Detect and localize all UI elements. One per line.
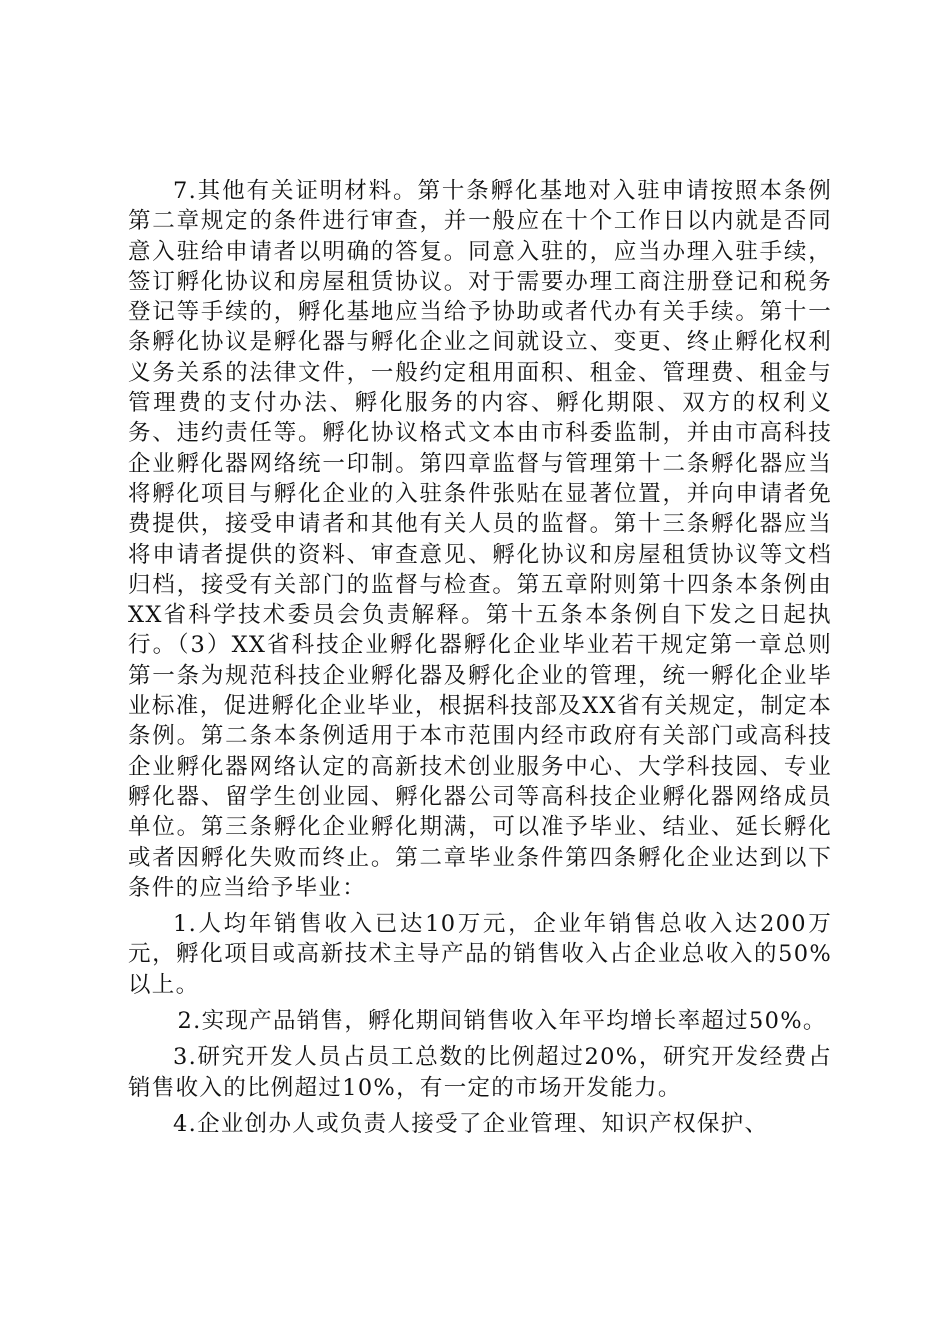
list-item-graduation-condition-1: 1.人均年销售收入已达10万元，企业年销售总收入达200万元，孵化项目或高新技术主导产品的销售收入占企业总收入的50%以上。 [128, 911, 832, 998]
list-item-graduation-condition-3: 3.研究开发人员占员工总数的比例超过20%，研究开发经费占销售收入的比例超过10%，有一定的市场开发能力。 [128, 1044, 832, 1101]
list-item-graduation-condition-2: 2.实现产品销售，孵化期间销售收入年平均增长率超过50%。 [177, 1008, 827, 1035]
list-item-graduation-condition-4: 4.企业创办人或负责人接受了企业管理、知识产权保护、 [173, 1110, 769, 1137]
document-body [128, 176, 832, 1139]
paragraph-regulations: 7.其他有关证明材料。第十条孵化基地对入驻申请按照本条例第二章规定的条件进行审查，并一般应在十个工作日以内就是否同意入驻给申请者以明确的答复。同意入驻的，应当办理入驻手续，签订孵化协议和房屋租赁协议。对于需要办理工商注册登记和税务登记等手续的，孵化基地应当给予协助或者代办有关手续。第十一条孵化协议是孵化器与孵化企业之间就设立、变更、终止孵化权利义务关系的法律文件，一般约定租用面积、租金、管理费、租金与管理费的支付办法、孵化服务的内容、孵化期限、双方的权利义务、违约责任等。孵化协议格式文本由市科委监制，并由市高科技企业孵化器网络统一印制。第四章监督与管理第十二条孵化器应当将孵化项目与孵化企业的入驻条件张贴在显著位置，并向申请者免费提供，接受申请者和其他有关人员的监督。第十三条孵化器应当将申请者提供的资料、审查意见、孵化协议和房屋租赁协议等文档归档，接受有关部门的监督与检查。第五章附则第十四条本条例由XX省科学技术委员会负责解释。第十五条本条例自下发之日起执行。（3）XX省科技企业孵化器孵化企业毕业若干规定第一章总则第一条为规范科技企业孵化器及孵化企业的管理，统一孵化企业毕业标准，促进孵化企业毕业，根据科技部及XX省有关规定，制定本条例。第二条本条例适用于本市范围内经市政府有关部门或高科技企业孵化器网络认定的高新技术创业服务中心、大学科技园、专业孵化器、留学生创业园、孵化器公司等高科技企业孵化器网络成员单位。第三条孵化企业孵化期满，可以准予毕业、结业、延长孵化或者因孵化失败而终止。第二章毕业条件第四条孵化企业达到以下条件的应当给予毕业： [128, 178, 832, 901]
